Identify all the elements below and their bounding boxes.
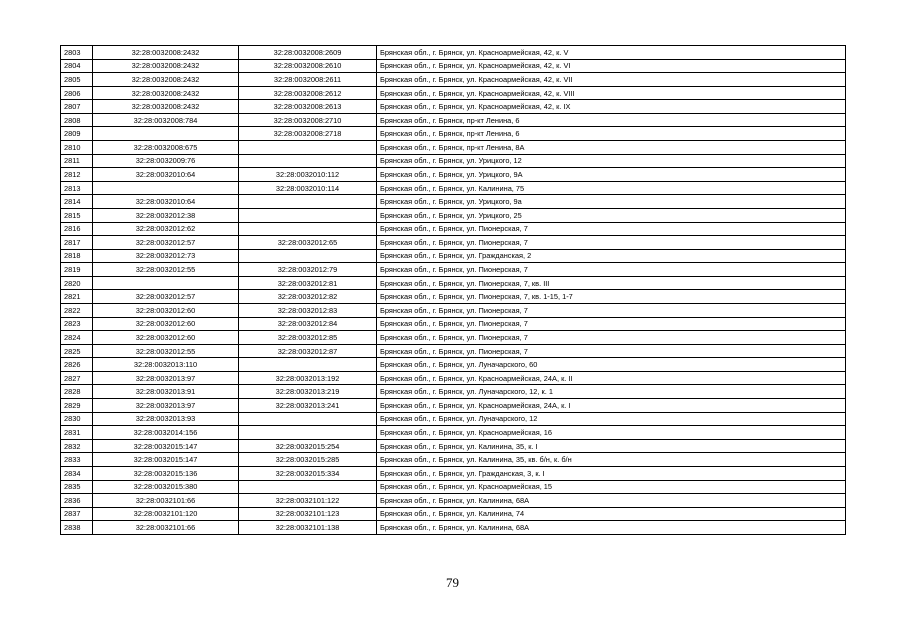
cadastral-number-cell: 32:28:0032012:38 — [93, 208, 239, 222]
table-row — [61, 46, 846, 60]
object-cadastral-number-cell: 32:28:0032012:83 — [239, 303, 377, 317]
row-number-cell: 2808 — [61, 113, 93, 127]
row-number-cell: 2830 — [61, 412, 93, 426]
cadastral-number-cell: 32:28:0032012:57 — [93, 290, 239, 304]
row-number-cell: 2832 — [61, 439, 93, 453]
address-cell: Брянская обл., г. Брянск, ул. Красноармейская, 42, к. V — [377, 46, 846, 60]
object-cadastral-number-cell: 32:28:0032015:285 — [239, 453, 377, 467]
table-row — [61, 385, 846, 399]
registry-table — [60, 45, 846, 535]
row-number-cell: 2828 — [61, 385, 93, 399]
object-cadastral-number-cell: 32:28:0032008:2609 — [239, 46, 377, 60]
cadastral-number-cell: 32:28:0032010:64 — [93, 168, 239, 182]
cadastral-number-cell: 32:28:0032012:55 — [93, 263, 239, 277]
cadastral-number-cell: 32:28:0032012:60 — [93, 331, 239, 345]
table-row — [61, 195, 846, 209]
object-cadastral-number-cell — [239, 480, 377, 494]
row-number-cell: 2819 — [61, 263, 93, 277]
table-row — [61, 480, 846, 494]
table-row — [61, 521, 846, 535]
table-row — [61, 453, 846, 467]
address-cell: Брянская обл., г. Брянск, ул. Пионерская, 7 — [377, 331, 846, 345]
address-cell: Брянская обл., г. Брянск, ул. Красноармейская, 42, к. VIII — [377, 86, 846, 100]
table-row — [61, 494, 846, 508]
object-cadastral-number-cell: 32:28:0032008:2612 — [239, 86, 377, 100]
address-cell: Брянская обл., г. Брянск, ул. Урицкого, 12 — [377, 154, 846, 168]
object-cadastral-number-cell — [239, 195, 377, 209]
row-number-cell: 2831 — [61, 426, 93, 440]
cadastral-number-cell: 32:28:0032008:2432 — [93, 59, 239, 73]
row-number-cell: 2816 — [61, 222, 93, 236]
object-cadastral-number-cell: 32:28:0032008:2613 — [239, 100, 377, 114]
address-cell: Брянская обл., г. Брянск, ул. Красноармейская, 42, к. IX — [377, 100, 846, 114]
cadastral-number-cell: 32:28:0032013:93 — [93, 412, 239, 426]
object-cadastral-number-cell: 32:28:0032013:192 — [239, 371, 377, 385]
object-cadastral-number-cell: 32:28:0032015:254 — [239, 439, 377, 453]
cadastral-number-cell: 32:28:0032009:76 — [93, 154, 239, 168]
object-cadastral-number-cell — [239, 426, 377, 440]
table-row — [61, 507, 846, 521]
table-row — [61, 86, 846, 100]
row-number-cell: 2833 — [61, 453, 93, 467]
address-cell: Брянская обл., г. Брянск, ул. Гражданская, 3, к. I — [377, 466, 846, 480]
object-cadastral-number-cell: 32:28:0032008:2710 — [239, 113, 377, 127]
row-number-cell: 2804 — [61, 59, 93, 73]
object-cadastral-number-cell — [239, 358, 377, 372]
table-row — [61, 141, 846, 155]
cadastral-number-cell: 32:28:0032101:66 — [93, 494, 239, 508]
row-number-cell: 2807 — [61, 100, 93, 114]
address-cell: Брянская обл., г. Брянск, ул. Пионерская, 7 — [377, 303, 846, 317]
row-number-cell: 2813 — [61, 181, 93, 195]
cadastral-number-cell: 32:28:0032010:64 — [93, 195, 239, 209]
table-row — [61, 59, 846, 73]
table-row — [61, 154, 846, 168]
address-cell: Брянская обл., г. Брянск, ул. Калинина, 35, к. I — [377, 439, 846, 453]
address-cell: Брянская обл., г. Брянск, ул. Луначарского, 60 — [377, 358, 846, 372]
table-row — [61, 466, 846, 480]
table-row — [61, 358, 846, 372]
row-number-cell: 2838 — [61, 521, 93, 535]
row-number-cell: 2805 — [61, 73, 93, 87]
object-cadastral-number-cell: 32:28:0032010:112 — [239, 168, 377, 182]
address-cell: Брянская обл., г. Брянск, ул. Урицкого, 25 — [377, 208, 846, 222]
row-number-cell: 2809 — [61, 127, 93, 141]
table-row — [61, 303, 846, 317]
address-cell: Брянская обл., г. Брянск, ул. Калинина, 35, кв. б/н, к. б/н — [377, 453, 846, 467]
address-cell: Брянская обл., г. Брянск, ул. Пионерская, 7 — [377, 236, 846, 250]
cadastral-number-cell: 32:28:0032013:91 — [93, 385, 239, 399]
row-number-cell: 2834 — [61, 466, 93, 480]
table-row — [61, 222, 846, 236]
address-cell: Брянская обл., г. Брянск, ул. Калинина, 74 — [377, 507, 846, 521]
object-cadastral-number-cell: 32:28:0032013:241 — [239, 399, 377, 413]
table-row — [61, 100, 846, 114]
cadastral-number-cell: 32:28:0032012:60 — [93, 303, 239, 317]
row-number-cell: 2803 — [61, 46, 93, 60]
row-number-cell: 2817 — [61, 236, 93, 250]
row-number-cell: 2825 — [61, 344, 93, 358]
table-row — [61, 344, 846, 358]
table-row — [61, 208, 846, 222]
cadastral-number-cell: 32:28:0032008:2432 — [93, 86, 239, 100]
cadastral-number-cell: 32:28:0032008:2432 — [93, 100, 239, 114]
address-cell: Брянская обл., г. Брянск, ул. Луначарского, 12 — [377, 412, 846, 426]
table-row — [61, 290, 846, 304]
object-cadastral-number-cell: 32:28:0032101:123 — [239, 507, 377, 521]
row-number-cell: 2829 — [61, 399, 93, 413]
address-cell: Брянская обл., г. Брянск, ул. Калинина, 68А — [377, 521, 846, 535]
cadastral-number-cell: 32:28:0032012:73 — [93, 249, 239, 263]
object-cadastral-number-cell — [239, 154, 377, 168]
row-number-cell: 2811 — [61, 154, 93, 168]
cadastral-number-cell — [93, 127, 239, 141]
row-number-cell: 2820 — [61, 276, 93, 290]
address-cell: Брянская обл., г. Брянск, ул. Пионерская, 7 — [377, 263, 846, 277]
cadastral-number-cell: 32:28:0032015:380 — [93, 480, 239, 494]
address-cell: Брянская обл., г. Брянск, ул. Красноармейская, 16 — [377, 426, 846, 440]
cadastral-number-cell: 32:28:0032101:66 — [93, 521, 239, 535]
address-cell: Брянская обл., г. Брянск, ул. Красноармейская, 42, к. VII — [377, 73, 846, 87]
address-cell: Брянская обл., г. Брянск, ул. Пионерская, 7 — [377, 317, 846, 331]
row-number-cell: 2821 — [61, 290, 93, 304]
cadastral-number-cell: 32:28:0032008:2432 — [93, 73, 239, 87]
table-row — [61, 331, 846, 345]
address-cell: Брянская обл., г. Брянск, ул. Калинина, 75 — [377, 181, 846, 195]
cadastral-number-cell: 32:28:0032012:55 — [93, 344, 239, 358]
table-row — [61, 412, 846, 426]
object-cadastral-number-cell: 32:28:0032012:65 — [239, 236, 377, 250]
registry-table-body — [61, 46, 846, 535]
row-number-cell: 2810 — [61, 141, 93, 155]
object-cadastral-number-cell: 32:28:0032010:114 — [239, 181, 377, 195]
cadastral-number-cell: 32:28:0032012:60 — [93, 317, 239, 331]
object-cadastral-number-cell: 32:28:0032013:219 — [239, 385, 377, 399]
object-cadastral-number-cell: 32:28:0032012:87 — [239, 344, 377, 358]
row-number-cell: 2824 — [61, 331, 93, 345]
address-cell: Брянская обл., г. Брянск, пр-кт Ленина, 6 — [377, 127, 846, 141]
table-row — [61, 439, 846, 453]
address-cell: Брянская обл., г. Брянск, ул. Урицкого, 9А — [377, 168, 846, 182]
address-cell: Брянская обл., г. Брянск, ул. Пионерская, 7 — [377, 222, 846, 236]
page-number: 79 — [446, 575, 459, 590]
object-cadastral-number-cell: 32:28:0032012:85 — [239, 331, 377, 345]
cadastral-number-cell: 32:28:0032015:136 — [93, 466, 239, 480]
row-number-cell: 2815 — [61, 208, 93, 222]
table-row — [61, 426, 846, 440]
table-row — [61, 276, 846, 290]
address-cell: Брянская обл., г. Брянск, ул. Гражданская, 2 — [377, 249, 846, 263]
object-cadastral-number-cell: 32:28:0032008:2718 — [239, 127, 377, 141]
cadastral-number-cell: 32:28:0032012:57 — [93, 236, 239, 250]
cadastral-number-cell: 32:28:0032013:97 — [93, 399, 239, 413]
address-cell: Брянская обл., г. Брянск, ул. Пионерская, 7, кв. 1-15, 1-7 — [377, 290, 846, 304]
table-row — [61, 371, 846, 385]
cadastral-number-cell: 32:28:0032015:147 — [93, 453, 239, 467]
address-cell: Брянская обл., г. Брянск, ул. Луначарского, 12, к. 1 — [377, 385, 846, 399]
cadastral-number-cell: 32:28:0032013:110 — [93, 358, 239, 372]
row-number-cell: 2823 — [61, 317, 93, 331]
address-cell: Брянская обл., г. Брянск, пр-кт Ленина, 8А — [377, 141, 846, 155]
object-cadastral-number-cell — [239, 412, 377, 426]
row-number-cell: 2812 — [61, 168, 93, 182]
cadastral-number-cell: 32:28:0032013:97 — [93, 371, 239, 385]
row-number-cell: 2827 — [61, 371, 93, 385]
cadastral-number-cell: 32:28:0032008:2432 — [93, 46, 239, 60]
object-cadastral-number-cell — [239, 249, 377, 263]
cadastral-number-cell: 32:28:0032101:120 — [93, 507, 239, 521]
cadastral-number-cell: 32:28:0032012:62 — [93, 222, 239, 236]
address-cell: Брянская обл., г. Брянск, ул. Урицкого, 9а — [377, 195, 846, 209]
row-number-cell: 2818 — [61, 249, 93, 263]
cadastral-number-cell — [93, 276, 239, 290]
row-number-cell: 2814 — [61, 195, 93, 209]
table-row — [61, 263, 846, 277]
object-cadastral-number-cell: 32:28:0032012:81 — [239, 276, 377, 290]
address-cell: Брянская обл., г. Брянск, пр-кт Ленина, 6 — [377, 113, 846, 127]
table-row — [61, 317, 846, 331]
object-cadastral-number-cell: 32:28:0032101:122 — [239, 494, 377, 508]
cadastral-number-cell: 32:28:0032008:675 — [93, 141, 239, 155]
object-cadastral-number-cell — [239, 141, 377, 155]
object-cadastral-number-cell — [239, 208, 377, 222]
table-row — [61, 249, 846, 263]
row-number-cell: 2826 — [61, 358, 93, 372]
object-cadastral-number-cell: 32:28:0032008:2610 — [239, 59, 377, 73]
row-number-cell: 2836 — [61, 494, 93, 508]
object-cadastral-number-cell — [239, 222, 377, 236]
table-row — [61, 113, 846, 127]
object-cadastral-number-cell: 32:28:0032015:334 — [239, 466, 377, 480]
cadastral-number-cell: 32:28:0032008:784 — [93, 113, 239, 127]
table-row — [61, 168, 846, 182]
address-cell: Брянская обл., г. Брянск, ул. Красноармейская, 15 — [377, 480, 846, 494]
object-cadastral-number-cell: 32:28:0032101:138 — [239, 521, 377, 535]
address-cell: Брянская обл., г. Брянск, ул. Калинина, 68А — [377, 494, 846, 508]
address-cell: Брянская обл., г. Брянск, ул. Красноармейская, 24А, к. I — [377, 399, 846, 413]
object-cadastral-number-cell: 32:28:0032012:84 — [239, 317, 377, 331]
table-row — [61, 73, 846, 87]
address-cell: Брянская обл., г. Брянск, ул. Пионерская, 7 — [377, 344, 846, 358]
cadastral-number-cell: 32:28:0032014:156 — [93, 426, 239, 440]
address-cell: Брянская обл., г. Брянск, ул. Красноармейская, 42, к. VI — [377, 59, 846, 73]
cadastral-number-cell — [93, 181, 239, 195]
row-number-cell: 2835 — [61, 480, 93, 494]
address-cell: Брянская обл., г. Брянск, ул. Красноармейская, 24А, к. II — [377, 371, 846, 385]
cadastral-number-cell: 32:28:0032015:147 — [93, 439, 239, 453]
table-row — [61, 127, 846, 141]
row-number-cell: 2806 — [61, 86, 93, 100]
table-row — [61, 236, 846, 250]
object-cadastral-number-cell: 32:28:0032012:82 — [239, 290, 377, 304]
table-row — [61, 399, 846, 413]
object-cadastral-number-cell: 32:28:0032008:2611 — [239, 73, 377, 87]
row-number-cell: 2837 — [61, 507, 93, 521]
row-number-cell: 2822 — [61, 303, 93, 317]
table-row — [61, 181, 846, 195]
object-cadastral-number-cell: 32:28:0032012:79 — [239, 263, 377, 277]
address-cell: Брянская обл., г. Брянск, ул. Пионерская, 7, кв. III — [377, 276, 846, 290]
